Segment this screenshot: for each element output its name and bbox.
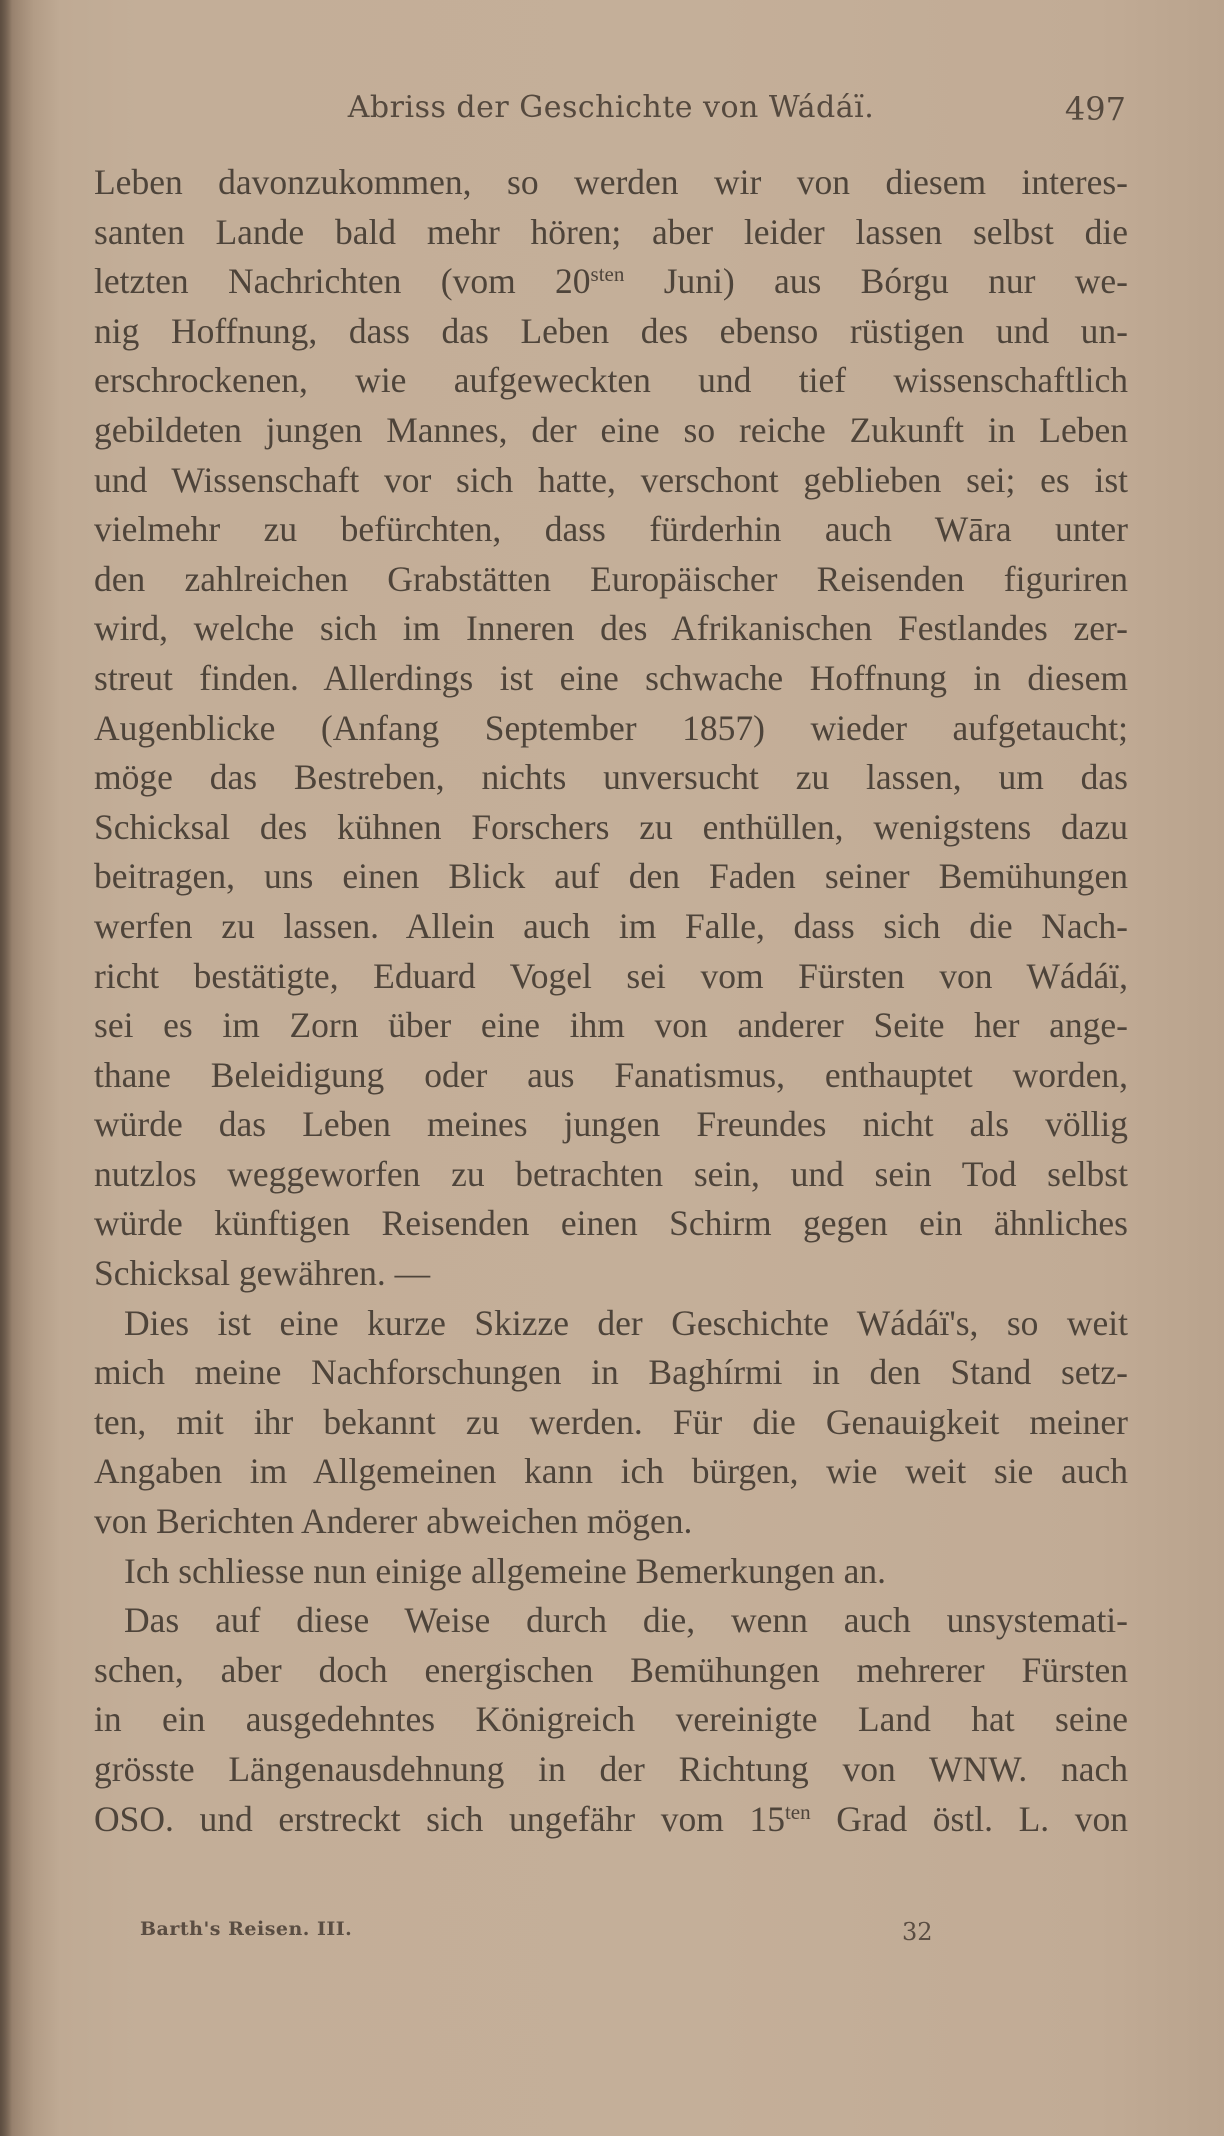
text-line: den zahlreichen Grabstätten Europäischer Reisenden figuriren (94, 558, 1128, 599)
running-head (96, 90, 1126, 130)
text-line: ten, mit ihr bekannt zu werden. Für die Genauigkeit meiner (94, 1401, 1128, 1442)
superscript: sten (590, 262, 625, 287)
text-line: würde das Leben meines jungen Freundes nicht als völlig (94, 1104, 1128, 1145)
text-line: mich meine Nachforschungen in Baghírmi in den Stand setz- (94, 1352, 1128, 1393)
text-line: Leben davonzukommen, so werden wir von diesem interes- (94, 162, 1128, 202)
text-line: erschrockenen, wie aufgeweckten und tief wissenschaftlich (94, 360, 1128, 401)
page-number: 497 (1064, 90, 1126, 128)
running-title: Abriss der Geschichte von Wádáï. (347, 90, 875, 125)
paragraph-first-line: Dies ist eine kurze Skizze der Geschichte Wádáï's, so weit (124, 1302, 1128, 1343)
text-line: und Wissenschaft vor sich hatte, verschont geblieben sei; es ist (94, 459, 1128, 500)
text-segment: Grad östl. L. von (836, 1798, 1128, 1839)
text-segment: letzten Nachrichten (vom 20 (94, 261, 591, 302)
text-line: wird, welche sich im Inneren des Afrikanischen Festlandes zer- (94, 608, 1128, 649)
text-line: streut finden. Allerdings ist eine schwache Hoffnung in diesem (94, 657, 1128, 698)
text-line: Schicksal gewähren. — (94, 1253, 431, 1294)
text-line: Angaben im Allgemeinen kann ich bürgen, wie weit sie auch (94, 1451, 1128, 1492)
text-line: würde künftigen Reisenden einen Schirm gegen ein ähnliches (94, 1203, 1128, 1244)
text-line: nig Hoffnung, dass das Leben des ebenso rüstigen und un- (94, 310, 1128, 351)
superscript: ten (784, 1799, 811, 1824)
printer-signature: Barth's Reisen. III. (140, 1918, 353, 1940)
text-line: grösste Längenausdehnung in der Richtung von WNW. nach (94, 1749, 1128, 1789)
text-line (94, 1795, 1128, 1845)
text-line: in ein ausgedehntes Königreich vereinigte Land hat seine (94, 1699, 1128, 1740)
text-line: richt bestätigte, Eduard Vogel sei vom Fürsten von Wádáï, (94, 955, 1128, 996)
text-line: Augenblicke (Anfang September 1857) wieder aufgetaucht; (94, 707, 1128, 748)
text-line: santen Lande bald mehr hören; aber leider lassen selbst die (94, 211, 1128, 252)
text-segment: OSO. und erstreckt sich ungefähr vom 15 (94, 1798, 785, 1839)
paragraph-first-line: Das auf diese Weise durch die, wenn auch unsystemati- (124, 1600, 1128, 1641)
sheet-number: 32 (902, 1918, 933, 1946)
page-footer (140, 1918, 940, 1948)
text-line: beitragen, uns einen Blick auf den Faden seiner Bemühungen (94, 856, 1128, 897)
paragraph-first-line: Ich schliesse nun einige allgemeine Bemerkungen an. (124, 1550, 887, 1591)
body-text (94, 158, 1128, 1844)
text-line: von Berichten Anderer abweichen mögen. (94, 1501, 693, 1542)
text-line: möge das Bestreben, nichts unversucht zu lassen, um das (94, 757, 1128, 798)
text-line: thane Beleidigung oder aus Fanatismus, enthauptet worden, (94, 1054, 1128, 1095)
text-line: werfen zu lassen. Allein auch im Falle, dass sich die Nach- (94, 905, 1128, 946)
text-line: gebildeten jungen Mannes, der eine so reiche Zukunft in Leben (94, 409, 1128, 450)
text-line: nutzlos weggeworfen zu betrachten sein, und sein Tod selbst (94, 1153, 1128, 1194)
text-line (94, 257, 1128, 307)
text-line: Schicksal des kühnen Forschers zu enthüllen, wenigstens dazu (94, 806, 1128, 847)
text-segment: Juni) aus Bórgu nur we- (663, 261, 1128, 302)
text-line: schen, aber doch energischen Bemühungen mehrerer Fürsten (94, 1649, 1128, 1690)
text-line: vielmehr zu befürchten, dass fürderhin auch Wāra unter (94, 509, 1128, 550)
text-line: sei es im Zorn über eine ihm von anderer Seite her ange- (94, 1005, 1128, 1046)
